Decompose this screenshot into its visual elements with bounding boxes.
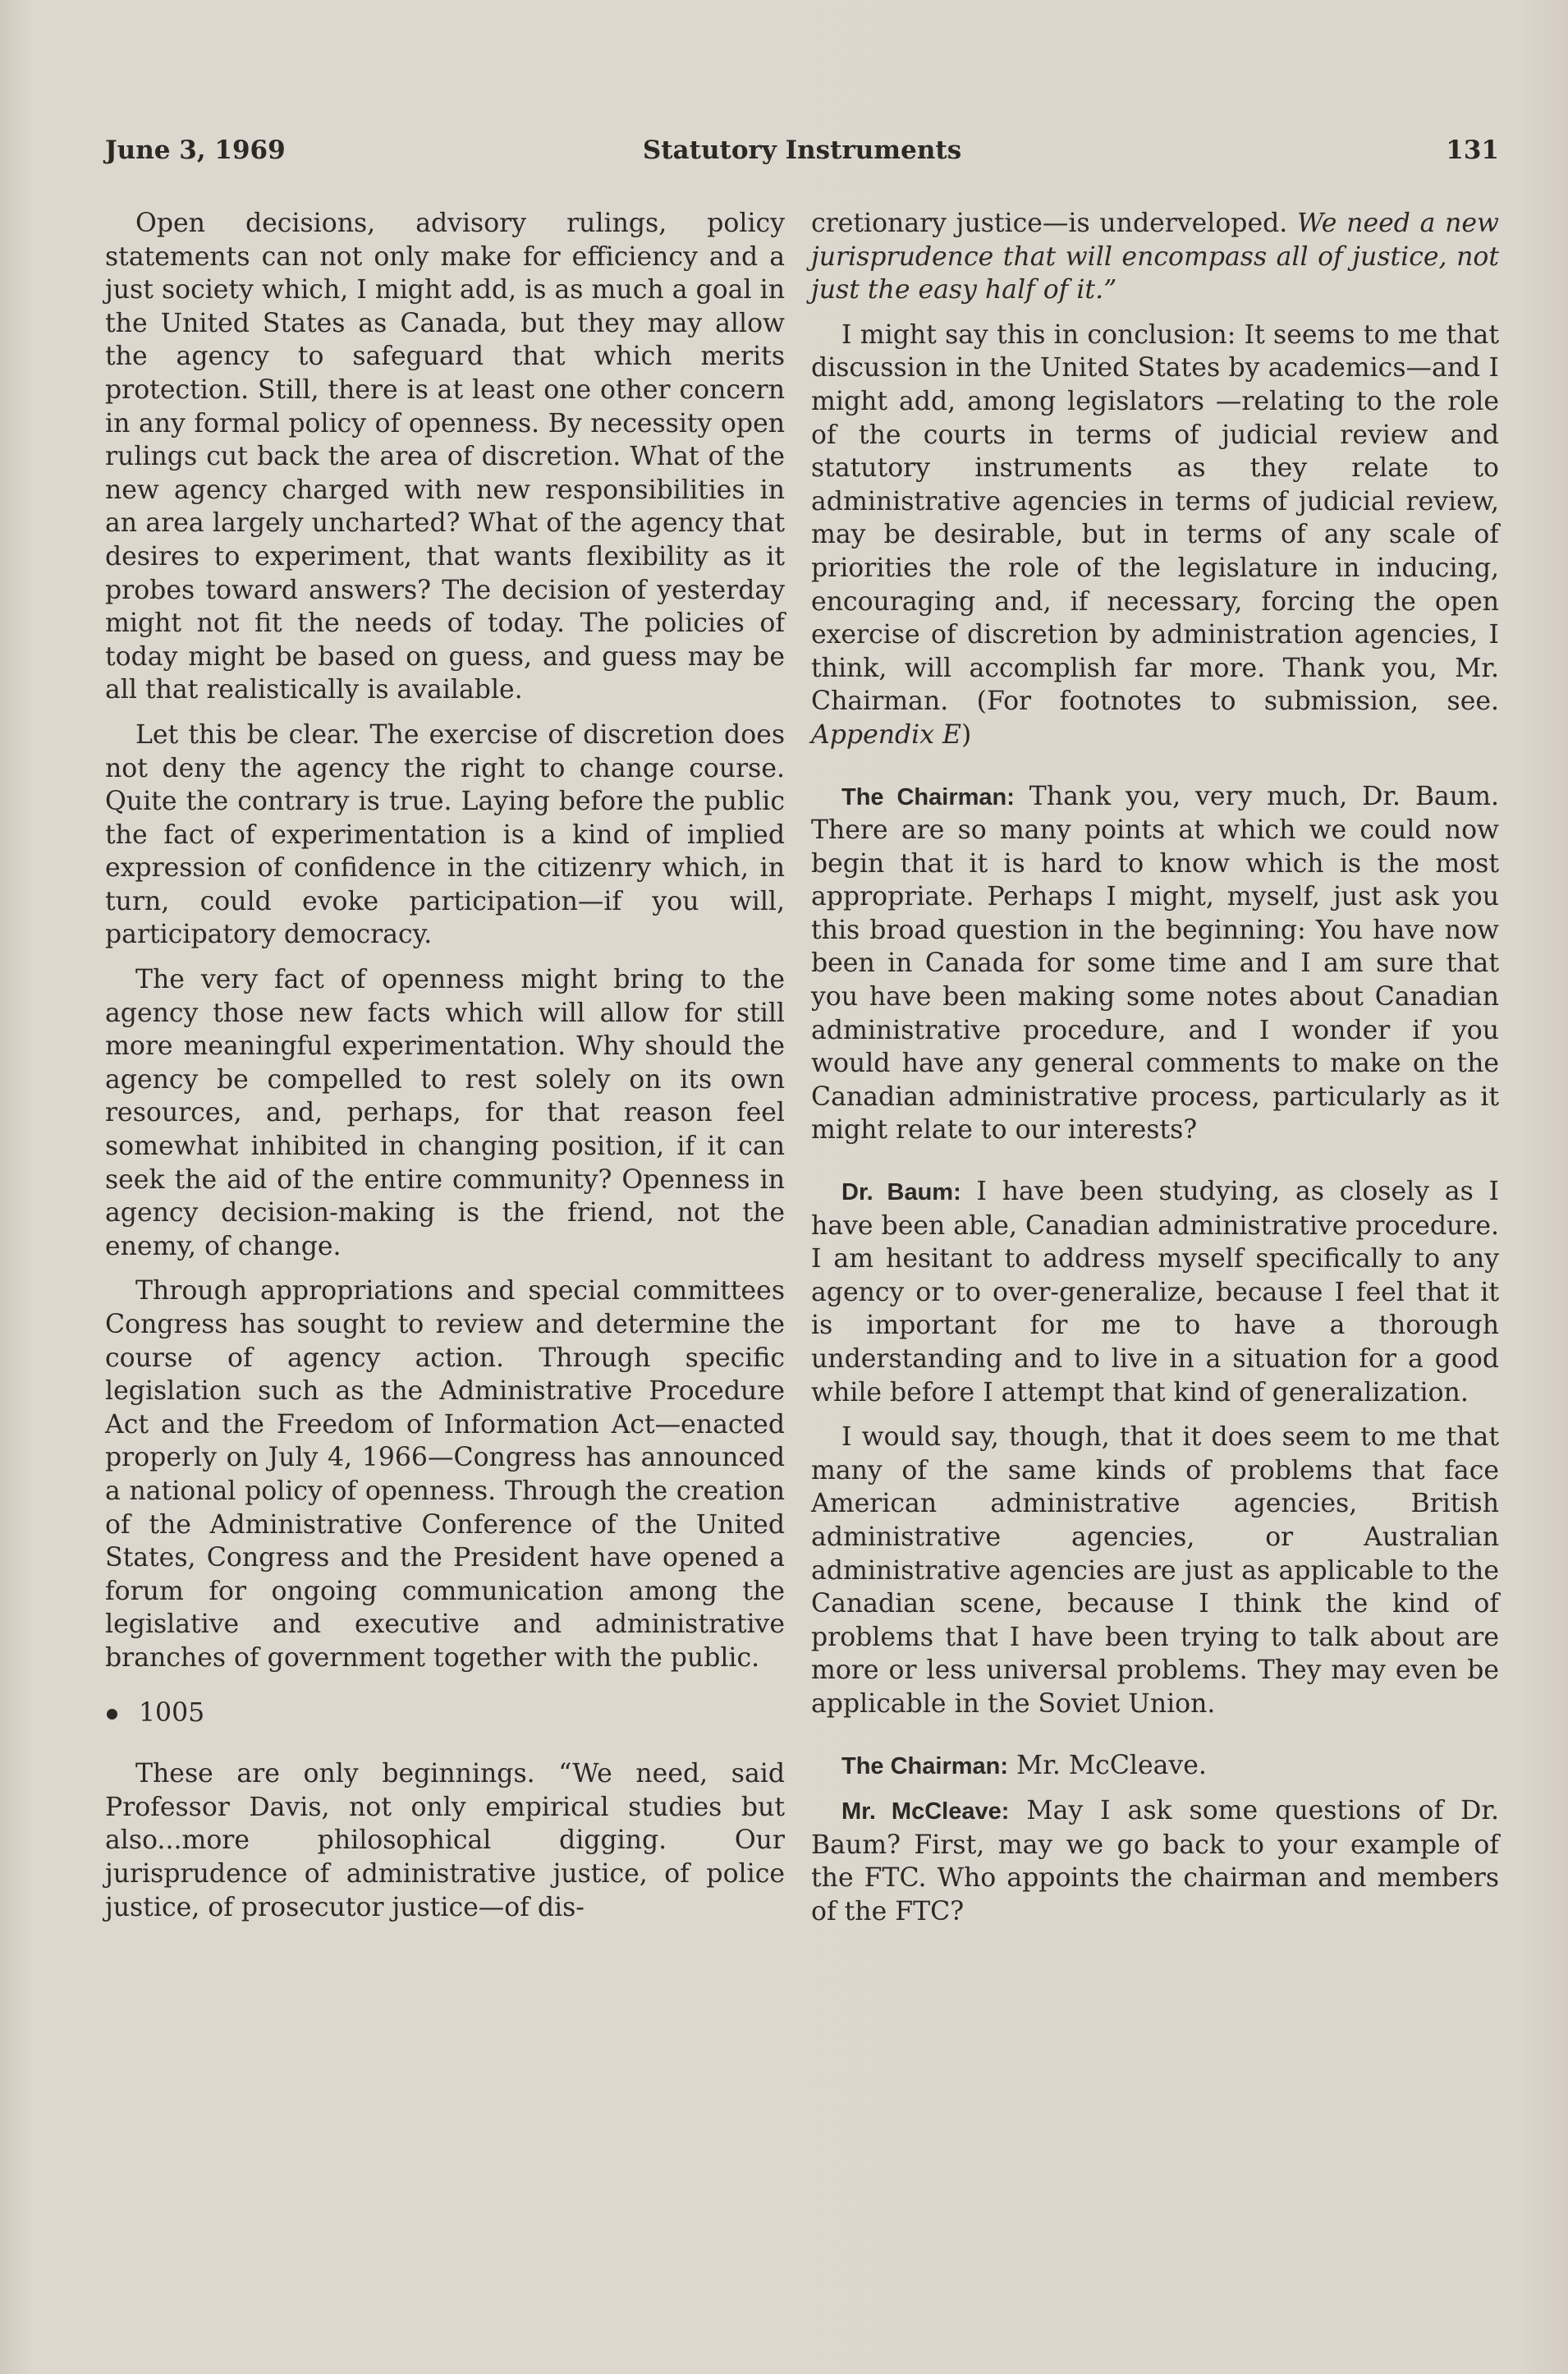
time-marker-label: 1005 — [139, 1697, 205, 1728]
speaker-paragraph — [811, 1749, 1499, 1784]
appendix-reference: Appendix E — [811, 719, 962, 750]
paragraph-text: I might say this in conclusion: It seems to me that discussion in the United States by academics—and I might add, among legislators —relating to the role of the courts in terms of judicial review and statutory instruments as they relate to administrative agencies in terms of judicial review, may be desirable, but in terms of any scale of priorities the role of the legislature in inducing, encouraging and, if necessary, forcing the open exercise of discretion by administration agencies, I think, will accomplish far more. Thank you, Mr. Chairman. (For footnotes to submission, see. — [811, 319, 1499, 717]
paragraph: I would say, though, that it does seem to me that many of the same kinds of problems that face American administrative agencies, British administrative agencies, or Australian administrative agencies are just as applicable to the Canadian scene, because I think the kind of problems that I have been trying to talk about are more or less universal problems. They may even be applicable in the Soviet Union. — [811, 1422, 1499, 1719]
quotation-italic: We need a new jurisprudence that will encompass all of justice, not just the easy half of it.” — [811, 209, 1499, 305]
page-header — [105, 135, 1499, 172]
left-column — [105, 207, 785, 1935]
time-marker — [105, 1697, 785, 1730]
speech-text: May I ask some questions of Dr. Baum? First, may we go back to your example of the FTC. Who appoints the chairman and members of the FTC? — [811, 1796, 1499, 1926]
speaker-label: Mr. McCleave: — [841, 1798, 1010, 1825]
speaker-label: Dr. Baum: — [841, 1179, 961, 1206]
paragraph: Open decisions, advisory rulings, policy statements can not only make for efficiency and a just society which, I might add, is as much a goal in the United States as Canada, but they may allow the agency to safeguard that which merits protection. Still, there is at least one other concern in any formal policy of openness. By necessity open rulings cut back the area of discretion. What of the new agency charged with new responsibilities in an area largely uncharted? What of the agency that desires to experiment, that wants flexibility as it probes toward answers? The decision of yesterday might not fit the needs of today. The policies of today might be based on guess, and guess may be all that realistically is available. — [105, 209, 785, 705]
speech-text: Mr. McCleave. — [1016, 1750, 1207, 1780]
paragraph — [811, 207, 1499, 307]
paragraph: The very fact of openness might bring to the agency those new facts which will allow for still more meaningful experimentation. Why should the agency be compelled to rest solely on its own resources, and, perhaps, for that reason feel somewhat inhibited in changing position, if it can seek the aid of the entire community? Openness in agency decision-making is the friend, not the enemy, of change. — [105, 965, 785, 1261]
speech-text: Thank you, very much, Dr. Baum. There are so many points at which we could now begin that it is hard to know which is the most appropriate. Perhaps I might, myself, just ask you this broad question in the beginning: You have now been in Canada for some time and I am sure that you have been making some notes about Canadian administrative procedure, and I wonder if you would have any general comments to make on the Canadian administrative process, particularly as it might relate to our interests? — [811, 781, 1499, 1146]
speaker-paragraph — [811, 1175, 1499, 1409]
bullet-icon — [107, 1709, 117, 1720]
speech-text: I have been studying, as closely as I have been able, Canadian administrative procedure. I am hesitant to address myself specifically to any agency or to over-generalize, because I feel that it is important for me to have a thorough understanding and to live in a situation for a good while before I attempt that kind of generalization. — [811, 1177, 1500, 1407]
paragraph-text: cretionary justice—is underveloped. — [811, 209, 1288, 238]
paragraph: Let this be clear. The exercise of discretion does not deny the agency the right to change course. Quite the contrary is true. Laying before the public the fact of experimentation is a kind of implied expression of confidence in the citizenry which, in turn, could evoke participation—if you will, participatory democracy. — [105, 719, 785, 950]
paragraph: These are only beginnings. “We need, said Professor Davis, not only empirical studies but also...more philosophical digging. Our jurisprudence of administrative justice, of police justice, of prosecutor justice—of dis- — [105, 1759, 785, 1922]
page-number: 131 — [1446, 135, 1499, 165]
speaker-paragraph — [811, 780, 1499, 1148]
header-title: Statutory Instruments — [642, 135, 962, 165]
closing-paren: ) — [961, 719, 972, 750]
paragraph — [811, 319, 1499, 752]
speaker-label: The Chairman: — [841, 1752, 1009, 1779]
header-date: June 3, 1969 — [105, 135, 286, 165]
right-column — [811, 207, 1499, 1940]
paragraph: Through appropriations and special committees Congress has sought to review and determine the course of agency action. Through specific legislation such as the Administrative Procedure Act and the Freedom of Information Act—enacted properly on July 4, 1966—Congress has announced a national policy of openness. Through the creation of the Administrative Conference of the United States, Congress and the President have opened a forum for ongoing communication among the legislative and executive and administrative branches of government together with the public. — [105, 1276, 785, 1673]
speaker-paragraph — [811, 1794, 1499, 1928]
speaker-label: The Chairman: — [841, 783, 1015, 810]
